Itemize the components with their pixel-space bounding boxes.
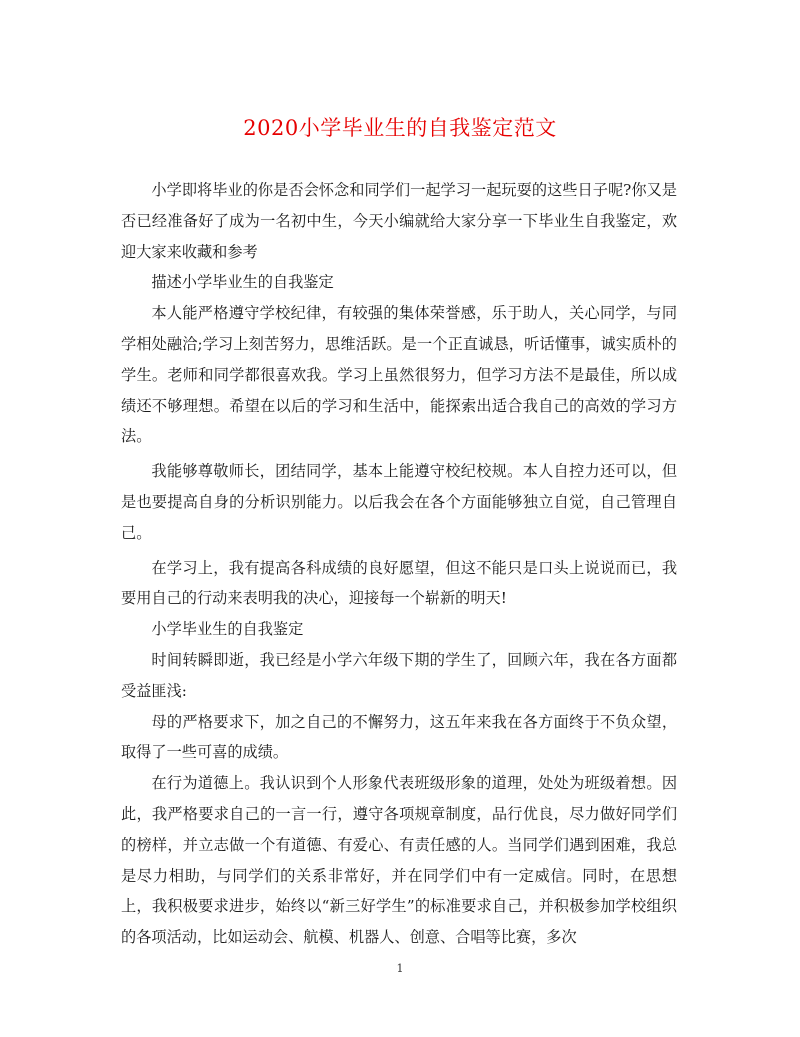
section-heading: 小学毕业生的自我鉴定 [151,620,304,639]
body-paragraph: 在行为道德上。我认识到个人形象代表班级形象的道理，处处为班级着想。因此，我严格要求自己的一言一行，遵守各项规章制度，品行优良，尽力做好同学们的榜样，并立志做一个有道德、有爱心、有责任感的人。当同学们遇到困难，我总是尽力相助，与同学们的关系非常好，并在同学们中有一定威信。同时，在思想上，我积极要求进步，始终以“新三好学生”的标准要求自己，并积极参加学校组织的各项活动，比如运动会、航模、机器人、创意、合唱等比赛，多次 [121,774,677,947]
document-body [121,175,677,953]
document-title: 2020小学毕业生的自我鉴定范文 [243,116,557,140]
body-paragraph: 在学习上，我有提高各科成绩的良好愿望，但这不能只是口头上说说而已，我要用自己的行动来表明我的决心，迎接每一个崭新的明天! [121,558,677,608]
page-number: 1 [396,962,404,975]
intro-paragraph: 小学即将毕业的你是否会怀念和同学们一起学习一起玩耍的这些日子呢?你又是否已经准备好了成为一名初中生，今天小编就给大家分享一下毕业生自我鉴定，欢迎大家来收藏和参考 [121,181,677,261]
body-paragraph: 母的严格要求下，加之自己的不懈努力，这五年来我在各方面终于不负众望，取得了一些可喜的成绩。 [121,712,677,762]
body-paragraph: 时间转瞬即逝，我已经是小学六年级下期的学生了，回顾六年，我在各方面都受益匪浅: [121,650,677,700]
body-paragraph: 我能够尊敬师长，团结同学，基本上能遵守校纪校规。本人自控力还可以，但是也要提高自身的分析识别能力。以后我会在各个方面能够独立自觉，自己管理自己。 [121,462,677,542]
body-paragraph: 本人能严格遵守学校纪律，有较强的集体荣誉感，乐于助人，关心同学，与同学相处融洽;学习上刻苦努力，思维活跃。是一个正直诚恳，听话懂事，诚实质朴的学生。老师和同学都很喜欢我。学习上虽然很努力，但学习方法不是最佳，所以成绩还不够理想。希望在以后的学习和生活中，能探索出适合我自己的高效的学习方法。 [121,304,677,446]
section-heading: 描述小学毕业生的自我鉴定 [151,273,334,292]
